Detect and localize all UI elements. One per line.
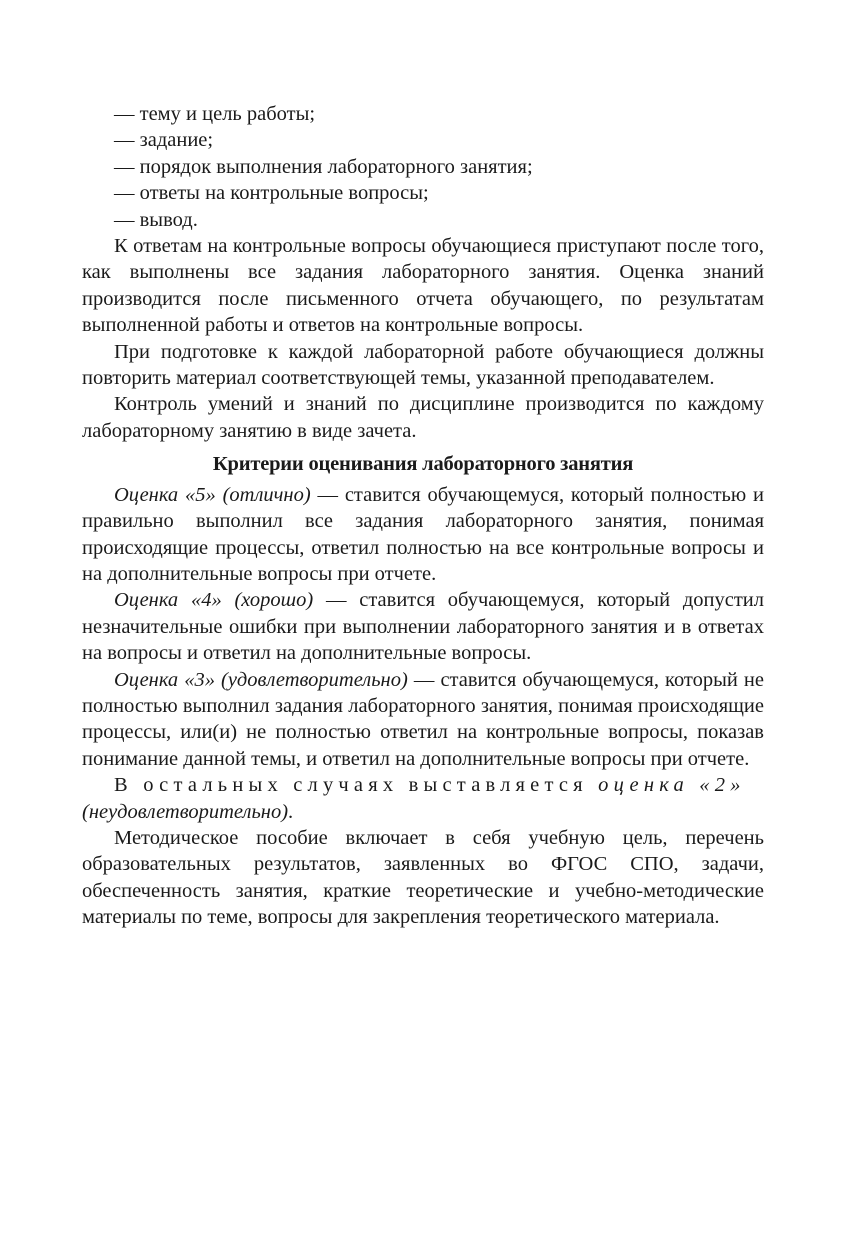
criterion-grade-4 — [82, 587, 764, 666]
grade-2-label: оценка «2» — [598, 774, 746, 797]
list-item: — ответы на контрольные вопросы; — [114, 182, 429, 205]
grade-label: Оценка «4» (хорошо) — [114, 589, 314, 612]
grade-2-end: . — [288, 800, 294, 823]
paragraph-answers: К ответам на контрольные вопросы обучающиеся приступают после того, как выполнены все задания лабораторного занятия. Оценка знаний производится после письменного отчета обучающего, по результатам выполненной работы и ответов на контрольные вопросы. — [82, 235, 764, 337]
report-contents-list — [82, 101, 764, 233]
paragraph-preparation: При подготовке к каждой лабораторной работе обучающиеся должны повторить материал соответствующей темы, указанной преподавателем. — [82, 340, 764, 390]
other-cases-text: В остальных случаях выставляется — [114, 774, 599, 797]
list-item: — тему и цель работы; — [114, 103, 316, 125]
grade-description: — ставится обучающемуся, который не полностью выполнил задания лабораторного занятия, понимая происходящие процессы, или(и) не полностью ответил на контрольные вопросы, показав понимание данной темы, и ответил на дополнительные вопросы при отчете. — [82, 668, 764, 770]
criterion-grade-5 — [82, 482, 764, 588]
grade-label: Оценка «3» (удовлетворительно) — [114, 668, 408, 691]
paragraph-manual-description: Методическое пособие включает в себя учебную цель, перечень образовательных результатов, заявленных во ФГОС СПО, задачи, обеспеченность занятия, краткие теоретические и учебно-методические материалы по теме, вопросы для закрепления теоретического материала. — [82, 826, 764, 929]
list-item: — порядок выполнения лабораторного занятия; — [114, 155, 533, 178]
list-item: — задание; — [114, 129, 214, 152]
grade-description: — ставится обучающемуся, который допустил незначительные ошибки при выполнении лабораторного занятия и в ответах на вопросы и ответил на дополнительные вопросы. — [82, 589, 764, 665]
document-page — [82, 101, 764, 931]
list-item: — вывод. — [114, 208, 198, 231]
paragraph-control: Контроль умений и знаний по дисциплине производится по каждому лабораторному занятию в виде зачета. — [82, 393, 764, 442]
criterion-other-cases — [82, 772, 764, 825]
grade-2-note: (неудовлетворительно) — [82, 800, 289, 823]
criterion-grade-3 — [82, 667, 764, 773]
grade-label: Оценка «5» (отлично) — [114, 483, 311, 506]
grade-description: — ставится обучающемуся, который полностью и правильно выполнил все задания лабораторного занятия, понимая происходящие процессы, ответил полностью на все контрольные вопросы и на дополнительные вопросы при отчете. — [82, 483, 764, 585]
section-heading: Критерии оценивания лабораторного занятия — [212, 453, 634, 476]
